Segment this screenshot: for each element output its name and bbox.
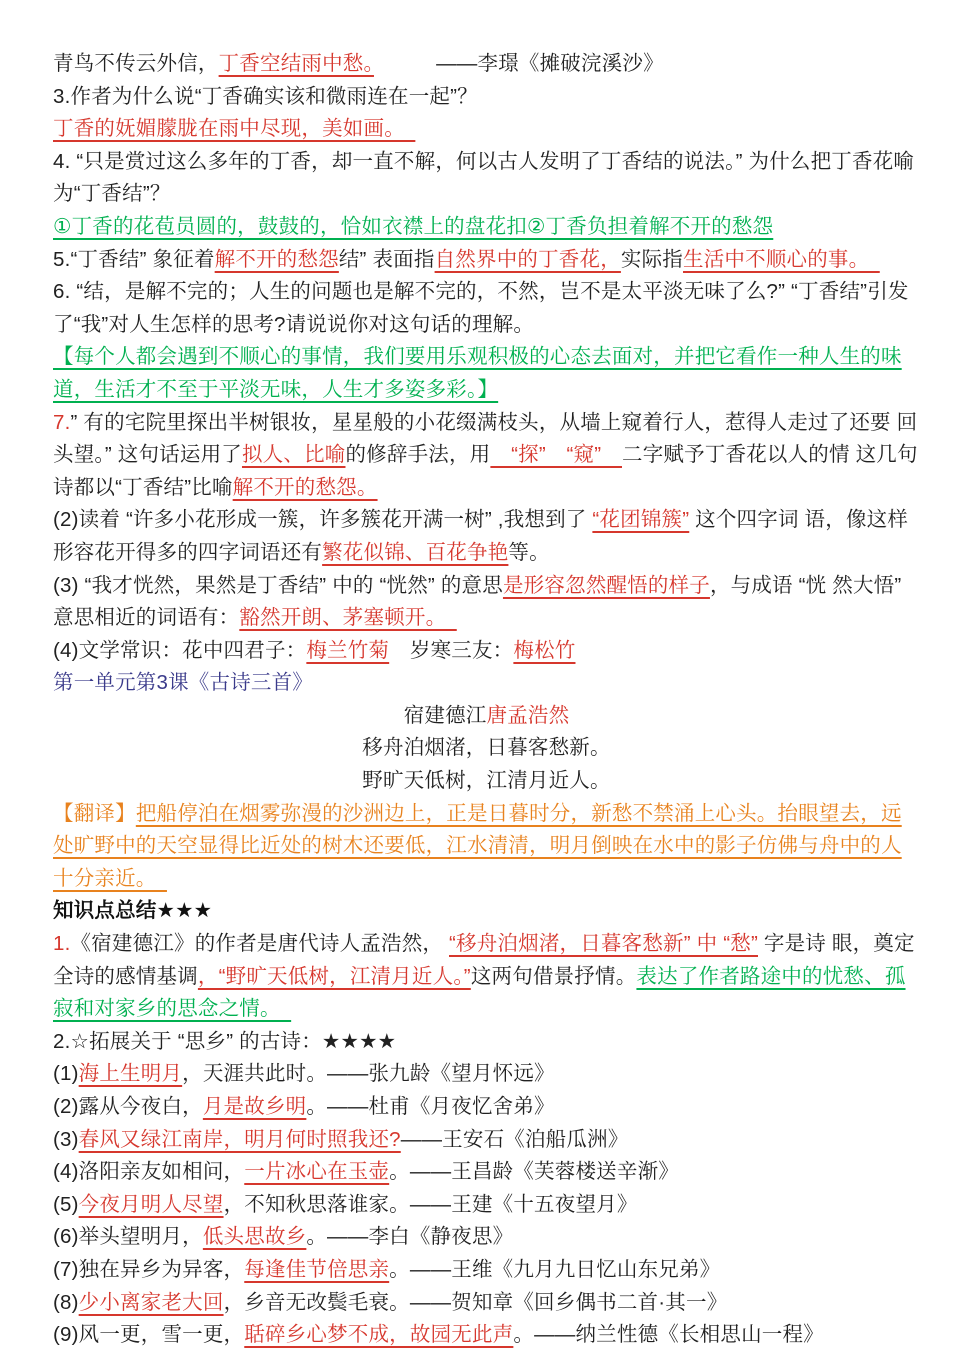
paragraph (53, 407, 920, 505)
text-segment: 【翻译】 (53, 801, 136, 825)
text-segment: 。——杜甫《月夜忆舍弟》 (306, 1095, 555, 1118)
text-segment: 生活中不顺心的事。 (683, 247, 880, 271)
paragraph (53, 48, 920, 81)
text-segment: 6. “结，是解不完的；人生的问题也是解不完的，不然，岂不是太平淡无味了么?” “丁香结”引发了“我”对人生怎样的思考?请说说你对这句话的理解。 (53, 280, 909, 336)
text-segment: 4. “只是赏过这么多年的丁香，却一直不解，何以古人发明了丁香结的说法。” 为什么把丁香花喻为“丁香结”？ (53, 149, 915, 206)
paragraph (53, 895, 920, 928)
text-segment: ” 有的宅院里探出半树银妆，星星般的小花缀满枝头，从墙上窥着行人，惹得人走过了还要 回头望。” 这句话运用了 (53, 410, 918, 467)
paragraph (53, 1254, 920, 1287)
text-segment: 一片冰心在玉壶 (244, 1160, 390, 1184)
text-segment: 宿建德江 (403, 703, 487, 727)
text-segment: 第一单元第3课《古诗三首》 (53, 671, 314, 695)
text-segment: 低头思故乡 (202, 1225, 307, 1249)
text-segment: (7)独在异乡为异客， (53, 1257, 245, 1281)
paragraph (53, 570, 920, 635)
text-segment: 聒碎乡心梦不成，故园无此声 (244, 1323, 514, 1347)
text-segment: 岁寒三友： (389, 638, 514, 662)
paragraph (53, 798, 920, 896)
text-segment: 1. (53, 932, 71, 956)
text-segment: ，不知秋思落谁家。——王建《十五夜望月》 (223, 1192, 638, 1216)
paragraph (53, 1058, 920, 1091)
text-segment: (2)读着 “许多小花形成一簇，许多簇花开满一树” ,我想到了 (53, 508, 593, 532)
text-segment: 【每个人都会遇到不顺心的事情，我们要用乐观积极的心态去面对，并把它看作一种人生的味道，生活才不至于平淡无味，人生才多姿多彩。】 (53, 345, 902, 401)
text-segment: 唐孟浩然 (486, 703, 570, 727)
text-segment: 把船停泊在烟雾弥漫的沙洲边上，正是日暮时分，新愁不禁涌上心头。抬眼望去，远处旷野中的天空显得比近处的树木还要低，江水清清，明月倒映在水中的影子仿佛与舟中的人十分亲近。 (53, 801, 902, 890)
text-segment: (1) (53, 1062, 79, 1086)
text-segment: 梅松竹 (513, 638, 576, 662)
paragraph (53, 211, 920, 244)
text-segment: ，与成语 “恍 然大悟” 意思相近的词语有： (53, 573, 908, 630)
text-segment: 。——王昌龄《芙蓉楼送辛渐》 (389, 1160, 679, 1184)
document-body (53, 48, 920, 1352)
text-segment: 自然界中的丁香花， (434, 247, 621, 271)
paragraph (53, 1221, 920, 1254)
text-segment: 实际指 (620, 247, 684, 271)
paragraph (53, 113, 920, 146)
text-segment: (6)举头望明月， (53, 1225, 203, 1249)
paragraph (53, 928, 920, 1026)
text-segment: 解不开的愁怨 (214, 247, 339, 271)
text-segment: 字是诗 眼，奠定全诗的感情基调 (53, 932, 915, 988)
text-segment: 月是故乡明 (202, 1095, 307, 1118)
text-segment: 结” 表面指 (338, 247, 435, 271)
text-segment: (8) (53, 1290, 79, 1314)
text-segment: 5.“丁香结” 象征着 (53, 247, 215, 271)
text-segment: 野旷天低树，江清月近人。 (362, 769, 611, 793)
text-segment: (2)露从今夜白， (53, 1095, 203, 1118)
paragraph (53, 244, 920, 277)
text-segment: (3) (53, 1127, 79, 1151)
paragraph (53, 81, 920, 114)
text-segment: 7. (53, 410, 71, 434)
text-segment: ——王安石《泊船瓜洲》 (400, 1127, 629, 1151)
text-segment: ，乡音无改鬓毛衰。——贺知章《回乡偶书二首·其一》 (223, 1290, 728, 1314)
text-segment: (4)文学常识：花中四君子： (53, 638, 307, 662)
paragraph (53, 341, 920, 406)
text-segment: 拟人、比喻 (241, 443, 346, 467)
text-segment: 的修辞手法，用 (345, 443, 491, 467)
paragraph (53, 1319, 920, 1352)
paragraph (53, 765, 920, 798)
text-segment: 等。 (508, 540, 550, 564)
text-segment: 解不开的愁怨。 (232, 475, 378, 499)
paragraph (53, 700, 920, 733)
text-segment: 青鸟不传云外信， (53, 52, 219, 75)
text-segment: (3) “我才恍然，果然是丁香结” 中的 “恍然” 的意思 (53, 573, 503, 597)
text-segment: 知识点总结★★★ (53, 899, 213, 923)
text-segment: “探” “窥” (490, 443, 622, 467)
text-segment: 表达了作者路途中的忧愁、孤寂和对家乡的思念之情。 (53, 964, 906, 1021)
text-segment: 每逢佳节倍思亲 (244, 1257, 390, 1281)
text-segment: 是形容忽然醒悟的样子 (502, 573, 710, 597)
text-segment: (4)洛阳亲友如相问， (53, 1160, 245, 1184)
paragraph (53, 1156, 920, 1189)
text-segment: 梅兰竹菊 (306, 638, 390, 662)
paragraph (53, 1189, 920, 1222)
text-segment: 海上生明月 (78, 1062, 183, 1086)
text-segment: 这两句借景抒情。 (470, 964, 637, 988)
text-segment: 二字赋予丁香花以人的情 这几句诗都以“丁香结”比喻 (53, 443, 918, 499)
text-segment: 少小离家老大回 (78, 1290, 224, 1314)
text-segment: 今夜月明人尽望 (78, 1192, 224, 1216)
text-segment: 丁香的妩媚朦胧在雨中尽现，美如画。 (53, 117, 416, 141)
text-segment: 丁香空结雨中愁。 (218, 52, 374, 75)
text-segment: 移舟泊烟渚，日暮客愁新。 (362, 736, 611, 760)
text-segment: (9)风一更，雪一更， (53, 1323, 245, 1347)
paragraph (53, 1091, 920, 1124)
paragraph (53, 276, 920, 341)
text-segment: ——李璟《摊破浣溪沙》 (373, 52, 664, 75)
text-segment: “花团锦簇” (592, 508, 690, 532)
text-segment: 。——李白《静夜思》 (306, 1225, 514, 1249)
text-segment: 。——纳兰性德《长相思山一程》 (513, 1323, 824, 1347)
paragraph (53, 1124, 920, 1157)
text-segment: ①丁香的花苞员圆的，鼓鼓的，恰如衣襟上的盘花扣②丁香负担着解不开的愁怨 (53, 214, 774, 238)
text-segment: (5) (53, 1192, 79, 1216)
text-segment: 。——王维《九月九日忆山东兄弟》 (389, 1257, 721, 1281)
text-segment: 3.作者为什么说“丁香确实该和微雨连在一起”？ (53, 84, 478, 108)
paragraph (53, 732, 920, 765)
paragraph (53, 1026, 920, 1059)
text-segment: 这个四字词 语，像这样形容花开得多的四字词语还有 (53, 508, 909, 564)
text-segment: ，天涯共此时。——张九龄《望月怀远》 (182, 1062, 555, 1086)
paragraph (53, 146, 920, 211)
paragraph (53, 667, 920, 700)
text-segment: “移舟泊烟渚，日暮客愁新” 中 “愁” (449, 932, 758, 956)
paragraph (53, 1287, 920, 1320)
text-segment: 《宿建德江》的作者是唐代诗人孟浩然， (70, 932, 449, 956)
paragraph (53, 635, 920, 668)
text-segment: 繁花似锦、百花争艳 (322, 540, 509, 564)
paragraph (53, 504, 920, 569)
text-segment: ，“野旷天低树，江清月近人。” (197, 964, 471, 988)
text-segment: 春风又绿江南岸，明月何时照我还? (78, 1127, 401, 1151)
text-segment: 2.☆拓展关于 “思乡” 的古诗：★★★★ (53, 1029, 397, 1053)
text-segment: 豁然开朗、茅塞顿开。 (239, 606, 457, 630)
